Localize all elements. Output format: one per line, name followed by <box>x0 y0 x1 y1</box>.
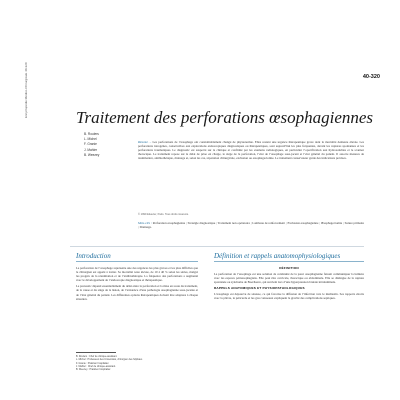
heading-rule <box>76 261 198 262</box>
abstract-lead: Résumé. – <box>138 140 152 144</box>
footnote-item: L. Michel : Professeur des Universités, chirurgien des hôpitaux. <box>76 358 143 362</box>
abstract-text: Les perforations de l’œsophage ont considérablement changé de physionomie. Elles restent une urgence thérapeutique grave dont la mortalité demeure élevée. Les perforations iatrogènes, consécutives aux explorations endoscopiques diagnostiques ou thérapeutiques, sont aujourd’hui les plus fréquentes, devant les ruptures spontanées et les perforations traumatiques. Le diagnostic est suspecté sur la clinique et confirmé par les examens radiologiques, en particulier l’opacification aux hydrosolubles et le scanner thoracique. Le traitement repose sur le délai de prise en charge, le siège de la perforation, l’état de l’œsophage sous-jacent et l’état général du patient. Il associe mesures de réanimation, antibiothérapie, drainage et, selon les cas, réparation chirurgicale, exclusion ou œsophagectomie. Le traitement conservateur garde des indications précises. <box>138 140 365 161</box>
journal-side-label: Encyclopédie Médico-Chirurgicale 40-320 <box>24 62 28 118</box>
author-name: B. Roulers <box>84 132 99 136</box>
definition-paragraph: La perforation de l’œsophage est une solution de continuité de la paroi œsophagienne faisant communiquer la lumière avec les espaces périœsophagiens. Elle peut être cervicale, thoracique ou abdominale. Elle se distingue de la rupture spontanée ou syndrome de Boerhaave, qui survient lors d’une hyperpression brutale intraluminale. <box>214 272 364 285</box>
author-name: L. Michel <box>84 137 97 142</box>
introduction-paragraph: Le pronostic dépend essentiellement du délai entre la perforation et la mise en route du traitement, de la cause et du siège de la lésion, de l’existence d’une pathologie œsophagienne sous-jacente et de l’état général du patient. Les différentes options thérapeutiques doivent être adaptées à chaque situation. <box>76 284 198 301</box>
footnote-item: J. Mahler : Chef de clinique-assistant. <box>76 364 116 368</box>
footnote-item: B. Roulers : Chef de clinique-assistant. <box>76 355 118 358</box>
anatomy-paragraph: L’œsophage est dépourvu de séreuse, ce qui favorise la diffusion de l’infection vers le médiastin. Ses rapports étroits avec la plèvre, le péricarde et les gros vaisseaux expliquent la gravité des complications septiques. <box>214 292 364 301</box>
keywords-text: Perforation œsophagienne ; Stratégie diagnostique ; Traitement non opératoire ; Lambeau de renforcement ; Exclusion œsophagienne ; Œsophagectomie ; Suture primaire ; Drainage. <box>138 221 364 230</box>
page-code: 40-320 <box>362 74 380 80</box>
footnote-item: B. Weezey : Praticien hospitalier. <box>76 368 111 372</box>
definition-heading: Définition et rappels anatomophysiologiques <box>214 252 341 260</box>
copyright-notice: © 1999 Elsevier, Paris. Tous droits réservés. <box>138 213 189 216</box>
keywords <box>138 221 364 229</box>
anatomy-subheading: RAPPELS ANATOMIQUES ET PHYSIOPATHOLOGIQUES <box>214 286 305 291</box>
section-divider <box>70 246 364 247</box>
author-footnotes <box>76 355 200 371</box>
author-name: J. Mahler <box>84 147 98 152</box>
author-list <box>84 132 124 158</box>
introduction-heading: Introduction <box>76 252 111 260</box>
heading-rule <box>214 261 364 262</box>
introduction-column <box>76 252 198 303</box>
keywords-lead: Mots-clés : <box>138 221 152 225</box>
introduction-paragraph: La perforation de l’œsophage représente une des urgences les plus graves et les plus difficiles que le chirurgien est appelé à traiter. Sa mortalité reste élevée, de 10 à 40 % selon les séries, malgré les progrès de la réanimation et de l’antibiothérapie. La fréquence des perforations a augmenté avec le développement de l’endoscopie diagnostique et thérapeutique. <box>76 266 198 283</box>
abstract <box>138 140 364 160</box>
footnote-divider <box>76 352 116 353</box>
footnote-item: F. Granie : Praticien hospitalier. <box>76 361 110 365</box>
definition-subheading: DÉFINITION <box>279 266 299 270</box>
author-name: B. Weezey <box>84 152 100 157</box>
author-name: F. Granie <box>84 142 97 147</box>
article-title: Traitement des perforations œsophagiennes <box>76 108 374 127</box>
definition-column <box>214 252 364 302</box>
